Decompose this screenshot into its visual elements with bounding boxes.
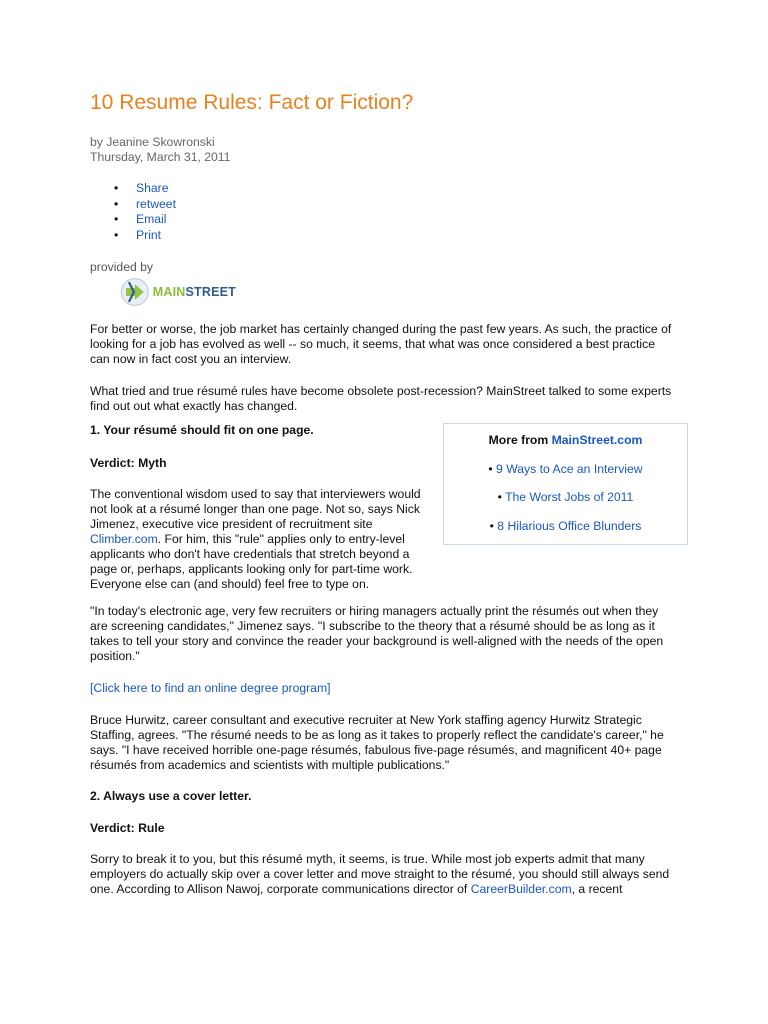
- mainstreet-link[interactable]: MainStreet.com: [551, 433, 643, 447]
- sidebar-item: • 8 Hilarious Office Blunders: [489, 518, 642, 533]
- sidebar-item: • 9 Ways to Ace an Interview: [488, 461, 643, 476]
- paragraph: "In today's electronic age, very few recruiters or hiring managers actually print the résumés out when they are screening candidates," Jimenez says. "I subscribe to the theory that a résumé should be as long as it takes to tell your story and convince the reader your background is well-aligned with the needs of the open position.": [90, 604, 664, 663]
- sidebar-link-worst-jobs[interactable]: The Worst Jobs of 2011: [505, 490, 634, 504]
- degree-link-paragraph: [90, 681, 672, 696]
- rule-2-verdict: Verdict: Rule: [90, 821, 165, 835]
- share-item: [90, 181, 176, 197]
- publish-date: Thursday, March 31, 2011: [90, 150, 231, 164]
- share-list: [90, 181, 176, 243]
- email-link[interactable]: Email: [136, 212, 167, 226]
- more-from-box: [443, 423, 688, 545]
- paragraph: For better or worse, the job market has certainly changed during the past few years. As such, the practice of looking for a job has evolved as well -- so much, it seems, that what was once considered a best practice can now in fact cost you an interview.: [90, 322, 672, 366]
- mainstreet-logo-icon: [120, 277, 150, 307]
- rule-1-verdict: Verdict: Myth: [90, 456, 167, 470]
- paragraph: Sorry to break it to you, but this résumé myth, it seems, is true. While most job experts admit that many employers do actually skip over a cover letter and move straight to the résumé, you should still always send one. According to Allison Nawoj, corporate communications director of CareerBuilder.com, a recent: [90, 852, 670, 896]
- share-item: [90, 197, 176, 213]
- bullet-icon: •: [114, 212, 119, 226]
- sidebar-link-blunders[interactable]: 8 Hilarious Office Blunders: [497, 518, 642, 533]
- mainstreet-logo[interactable]: [120, 276, 236, 308]
- bullet-icon: •: [114, 181, 119, 195]
- sidebar-item: • The Worst Jobs of 2011: [497, 490, 634, 504]
- online-degree-link[interactable]: [Click here to find an online degree program]: [90, 681, 331, 695]
- retweet-link[interactable]: retweet: [136, 196, 176, 211]
- paragraph: The conventional wisdom used to say that interviewers would not look at a résumé longer than one page. Not so, says Nick Jimenez, executive vice president of recruitment site Climber.com. For him, this "rule" applies only to entry-level applicants who don't have credentials that stretch beyond a page or, perhaps, applicants looking only for part-time work. Everyone else can (and should) feel free to type on.: [90, 487, 421, 591]
- share-link[interactable]: Share: [136, 181, 169, 195]
- bullet-icon: •: [114, 196, 119, 211]
- share-item: [90, 212, 176, 228]
- article-title: 10 Resume Rules: Fact or Fiction?: [90, 91, 414, 114]
- bullet-icon: •: [114, 227, 119, 242]
- rule-2-heading: 2. Always use a cover letter.: [90, 789, 252, 803]
- climber-link[interactable]: Climber.com: [90, 532, 158, 546]
- print-link[interactable]: Print: [136, 227, 162, 242]
- share-item: [90, 228, 176, 244]
- careerbuilder-link[interactable]: CareerBuilder.com: [470, 882, 572, 896]
- rule-1-heading: 1. Your résumé should fit on one page.: [90, 423, 314, 437]
- byline: [90, 135, 230, 165]
- sidebar-link-interview[interactable]: 9 Ways to Ace an Interview: [496, 461, 643, 476]
- logo-wordmark: MAINSTREET: [152, 284, 236, 299]
- provided-by-label: provided by: [90, 260, 154, 274]
- more-from-title: More from MainStreet.com: [488, 433, 643, 447]
- author: by Jeanine Skowronski: [90, 135, 215, 149]
- paragraph: What tried and true résumé rules have become obsolete post-recession? MainStreet talked to some experts find out out what exactly has changed.: [90, 384, 672, 413]
- paragraph: Bruce Hurwitz, career consultant and executive recruiter at New York staffing agency Hurwitz Strategic Staffing, agrees. "The résumé needs to be as long as it takes to properly reflect the candidate's career," he says. "I have received horrible one-page résumés, fabulous five-page résumés, and magnificent 40+ page résumés from academics and scientists with multiple publications.": [90, 713, 664, 772]
